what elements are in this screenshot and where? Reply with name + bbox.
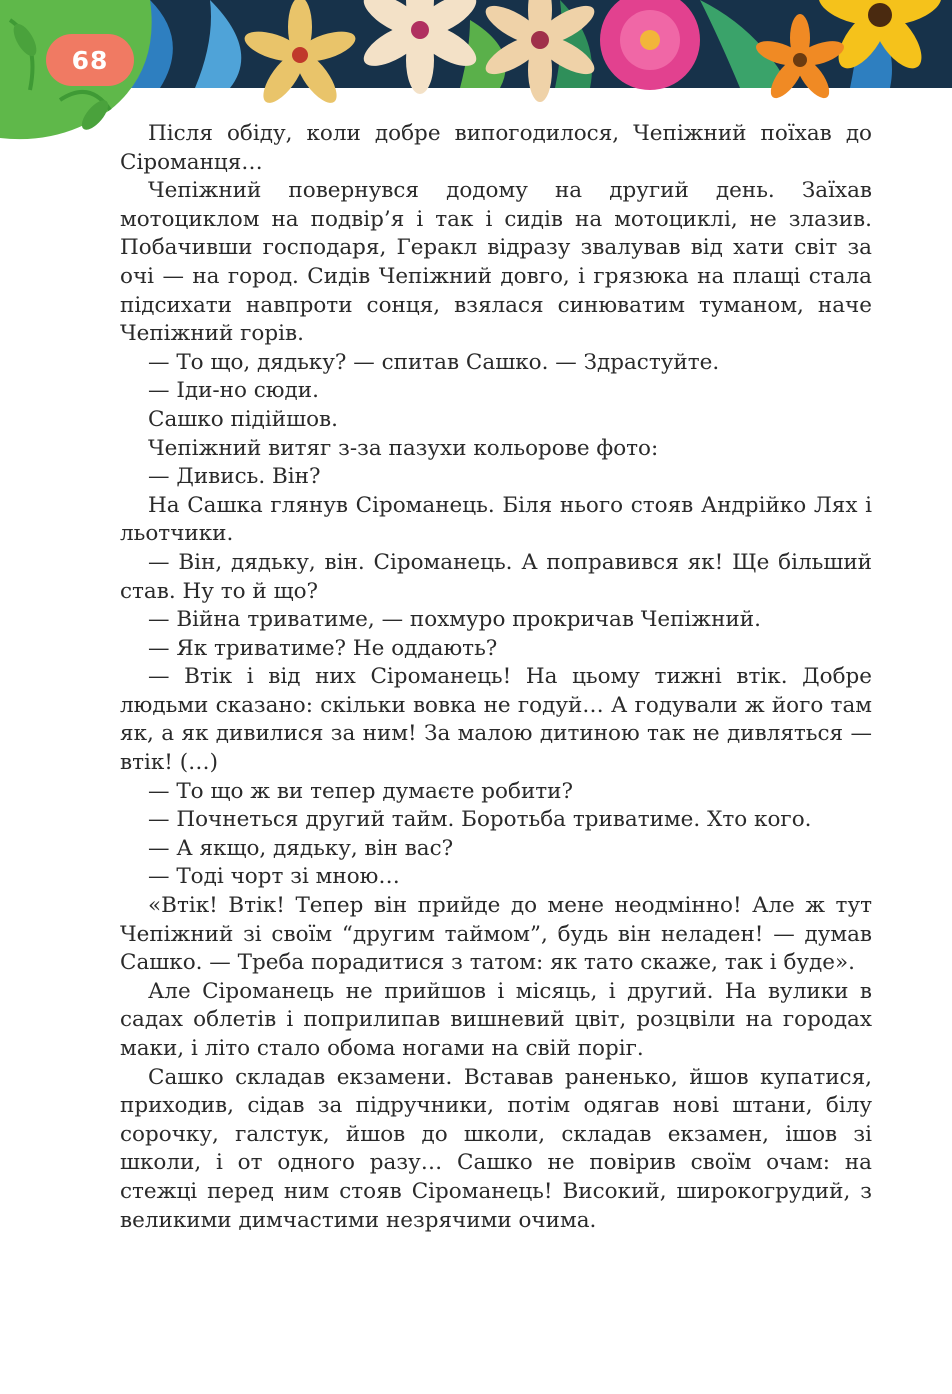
- paragraph: — Війна триватиме, — похмуро прокричав Чепіжний.: [148, 607, 761, 633]
- paragraph: — Іди-но сюди.: [148, 378, 319, 404]
- paragraph: — То що ж ви тепер думаєте робити?: [148, 778, 574, 804]
- paragraph: Після обіду, коли добре випогодилося, Чепіжний поїхав до Сіроманця…: [120, 121, 872, 175]
- paragraph: — Втік і від них Сіроманець! На цьому тижні втік. Добре людьми сказано: скільки вовка не годуй… А годували ж його там як, а як дивилися за ним! За малою дитиною так не дивляться — втік! (…): [120, 664, 872, 776]
- paragraph: Чепіжний повернувся додому на другий день. Заїхав мотоциклом на подвір’я і так і сидів на мотоциклі, не злазив. Побачивши господаря, Геракл відразу звалував від хати світ за очі — на город. Сидів Чепіжний довго, і грязюка на плащі стала підсихати навпроти сонця, взялася синюватим туманом, наче Чепіжний горів.: [120, 178, 872, 347]
- paragraph: Чепіжний витяг з-за пазухи кольорове фото:: [148, 435, 659, 461]
- paragraph: — Як триватиме? Не оддають?: [148, 635, 498, 661]
- paragraph: — Він, дядьку, він. Сіроманець. А поправився як! Ще більший став. Ну то й що?: [120, 549, 872, 604]
- paragraph: — Тоді чорт зі мною…: [148, 864, 400, 890]
- story-text: [120, 120, 872, 1235]
- paragraph: Сашко підійшов.: [148, 406, 338, 432]
- paragraph: — Дивись. Він?: [148, 464, 321, 490]
- page-number-badge: [46, 34, 134, 86]
- paragraph: — А якщо, дядьку, він вас?: [148, 835, 454, 861]
- paragraph: На Сашка глянув Сіроманець. Біля нього стояв Андрійко Лях і льотчики.: [120, 492, 872, 547]
- paragraph: Але Сіроманець не прийшов і місяць, і другий. На вулики в садах облетів і поприлипав вишневий цвіт, розцвіли на городах маки, і літо стало обома ногами на свій поріг.: [120, 978, 872, 1061]
- page-number: 68: [71, 45, 109, 75]
- paragraph: — То що, дядьку? — спитав Сашко. — Здрастуйте.: [148, 349, 720, 375]
- paragraph: — Почнеться другий тайм. Боротьба триватиме. Хто кого.: [148, 807, 812, 833]
- paragraph: «Втік! Втік! Тепер він прийде до мене неодмінно! Але ж тут Чепіжний зі своїм “другим таймом”, будь він неладен! — думав Сашко. — Треба порадитися з татом: як тато скаже, так і буде».: [120, 893, 872, 976]
- floral-header-illustration: [0, 0, 952, 140]
- paragraph: Сашко складав екзамени. Вставав раненько, йшов купатися, приходив, сідав за підручники, потім одягав нові штани, білу сорочку, галстук, йшов до школи, складав екзамен, ішов зі школи, і от одного разу… Сашко не повірив своїм очам: на стежці перед ним стояв Сіроманець! Високий, широкогрудий, з великими димчастими незрячими очима.: [120, 1064, 872, 1233]
